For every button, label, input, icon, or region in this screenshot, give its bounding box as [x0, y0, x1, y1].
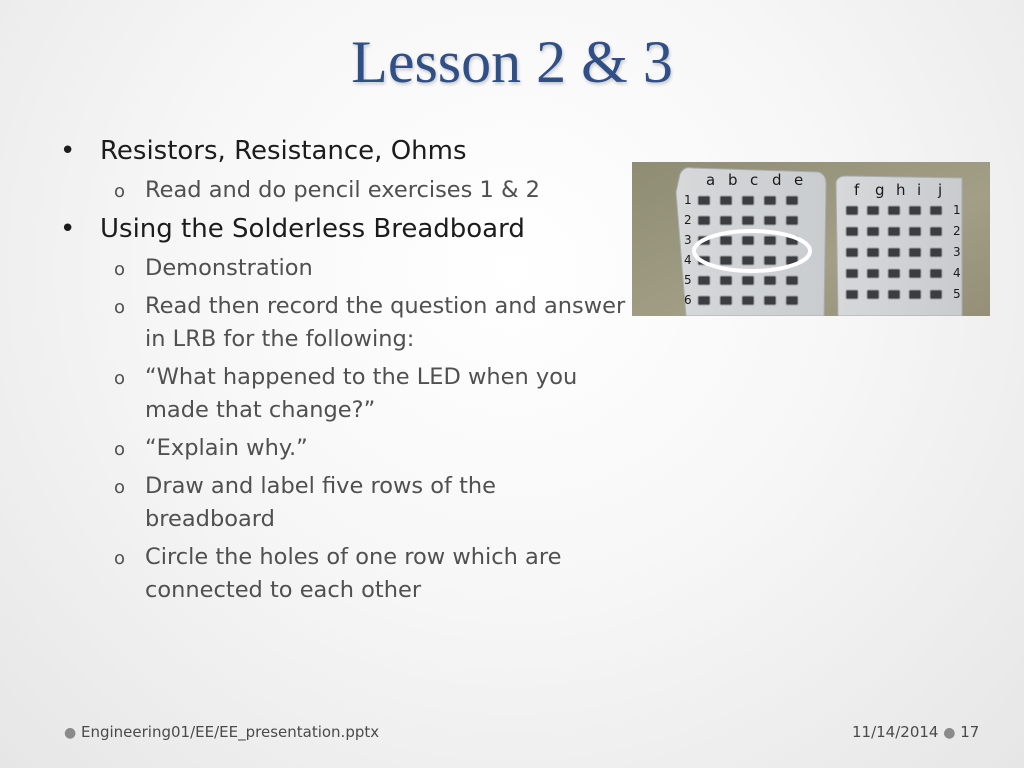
breadboard-hole [930, 269, 942, 278]
column-label: a [706, 171, 716, 189]
breadboard-hole [786, 216, 798, 225]
breadboard-hole [786, 276, 798, 285]
breadboard-hole [930, 227, 942, 236]
breadboard-hole [764, 296, 776, 305]
sub-bullet-text: Demonstration [145, 255, 313, 281]
row-label: 2 [953, 224, 961, 238]
breadboard-hole [888, 248, 900, 257]
breadboard-hole [720, 236, 732, 245]
breadboard-hole [867, 290, 879, 299]
breadboard-hole [846, 248, 858, 257]
sub-bullet-text: Draw and label five rows of the breadboard [145, 473, 497, 532]
footer-date: 11/14/2014 [852, 723, 939, 741]
breadboard-hole [930, 290, 942, 299]
breadboard-hole [742, 256, 754, 265]
breadboard-hole [742, 296, 754, 305]
row-label: 3 [684, 233, 692, 247]
breadboard-hole [888, 206, 900, 215]
column-label: i [917, 181, 922, 199]
footer-file-path: Engineering01/EE/EE_presentation.pptx [81, 723, 380, 741]
footer-dot-icon: ● [64, 725, 77, 741]
sub-bullet-glyph: o [114, 181, 126, 202]
breadboard-photo [632, 162, 990, 316]
row-label: 1 [684, 193, 692, 207]
row-label: 1 [953, 203, 961, 217]
sub-bullet-item [56, 432, 626, 465]
breadboard-hole [909, 269, 921, 278]
breadboard-hole [698, 296, 710, 305]
breadboard-hole [742, 196, 754, 205]
bullet-text: Resistors, Resistance, Ohms [100, 136, 467, 166]
footer-dot-icon: ● [943, 725, 956, 741]
breadboard-hole [742, 276, 754, 285]
breadboard-hole [846, 227, 858, 236]
breadboard-hole [846, 290, 858, 299]
column-label: f [854, 181, 860, 199]
breadboard-hole [720, 276, 732, 285]
sub-bullet-text: Read then record the question and answer in LRB for the following: [145, 293, 626, 352]
breadboard-hole [888, 227, 900, 236]
breadboard-hole [720, 216, 732, 225]
row-label: 5 [953, 287, 961, 301]
breadboard-hole [867, 227, 879, 236]
sub-bullet-glyph: o [114, 368, 126, 389]
sub-bullet-glyph: o [114, 259, 126, 280]
bullet-item [56, 134, 626, 168]
breadboard-hole [720, 196, 732, 205]
row-label: 2 [684, 213, 692, 227]
slide-title: Lesson 2 & 3 [351, 29, 673, 95]
breadboard-hole [764, 196, 776, 205]
sub-bullet-item [56, 174, 626, 207]
breadboard-hole [909, 290, 921, 299]
row-label: 5 [684, 273, 692, 287]
column-label: c [750, 171, 759, 189]
row-label: 6 [684, 293, 692, 307]
column-label: b [728, 171, 738, 189]
footer-left [64, 722, 379, 743]
breadboard-hole [720, 296, 732, 305]
breadboard-hole [786, 196, 798, 205]
breadboard-hole [846, 269, 858, 278]
bullet-glyph: • [60, 136, 76, 166]
row-label: 4 [953, 266, 961, 280]
sub-bullet-text: “Explain why.” [145, 435, 308, 461]
breadboard-hole [698, 196, 710, 205]
breadboard-hole [846, 206, 858, 215]
breadboard-hole [698, 276, 710, 285]
sub-bullet-item [56, 361, 626, 427]
column-label: e [794, 171, 804, 189]
breadboard-hole [698, 216, 710, 225]
sub-bullet-glyph: o [114, 477, 126, 498]
breadboard-hole [909, 206, 921, 215]
sub-bullet-text: “What happened to the LED when you made that change?” [145, 364, 578, 423]
bullet-item [56, 212, 626, 246]
sub-bullet-glyph: o [114, 548, 126, 569]
breadboard-hole [930, 206, 942, 215]
breadboard-hole [909, 248, 921, 257]
breadboard-hole [867, 269, 879, 278]
breadboard-hole [888, 290, 900, 299]
column-label: g [875, 181, 885, 199]
row-label: 4 [684, 253, 692, 267]
column-label: j [938, 181, 943, 199]
breadboard-hole [909, 227, 921, 236]
sub-bullet-item [56, 252, 626, 285]
breadboard-photo-svg [632, 162, 990, 316]
breadboard-hole [742, 216, 754, 225]
breadboard-hole [742, 236, 754, 245]
sub-bullet-glyph: o [114, 297, 126, 318]
bullet-glyph: • [60, 214, 76, 244]
breadboard-hole [888, 269, 900, 278]
breadboard-hole [867, 206, 879, 215]
footer-right [852, 722, 979, 743]
column-label: h [896, 181, 906, 199]
sub-bullet-text: Circle the holes of one row which are connected to each other [145, 544, 562, 603]
sub-bullet-glyph: o [114, 439, 126, 460]
bullet-text: Using the Solderless Breadboard [100, 214, 525, 244]
slide-number: 17 [960, 723, 980, 741]
breadboard-hole [867, 248, 879, 257]
breadboard-hole [764, 256, 776, 265]
breadboard-hole [764, 236, 776, 245]
sub-bullet-item [56, 541, 626, 607]
sub-bullet-item [56, 290, 626, 356]
breadboard-hole [764, 216, 776, 225]
breadboard-hole [930, 248, 942, 257]
sub-bullet-text: Read and do pencil exercises 1 & 2 [145, 177, 540, 203]
breadboard-hole [786, 296, 798, 305]
bullet-list [56, 134, 626, 612]
sub-bullet-item [56, 470, 626, 536]
breadboard-hole [764, 276, 776, 285]
column-label: d [772, 171, 782, 189]
row-label: 3 [953, 245, 961, 259]
breadboard-hole [720, 256, 732, 265]
